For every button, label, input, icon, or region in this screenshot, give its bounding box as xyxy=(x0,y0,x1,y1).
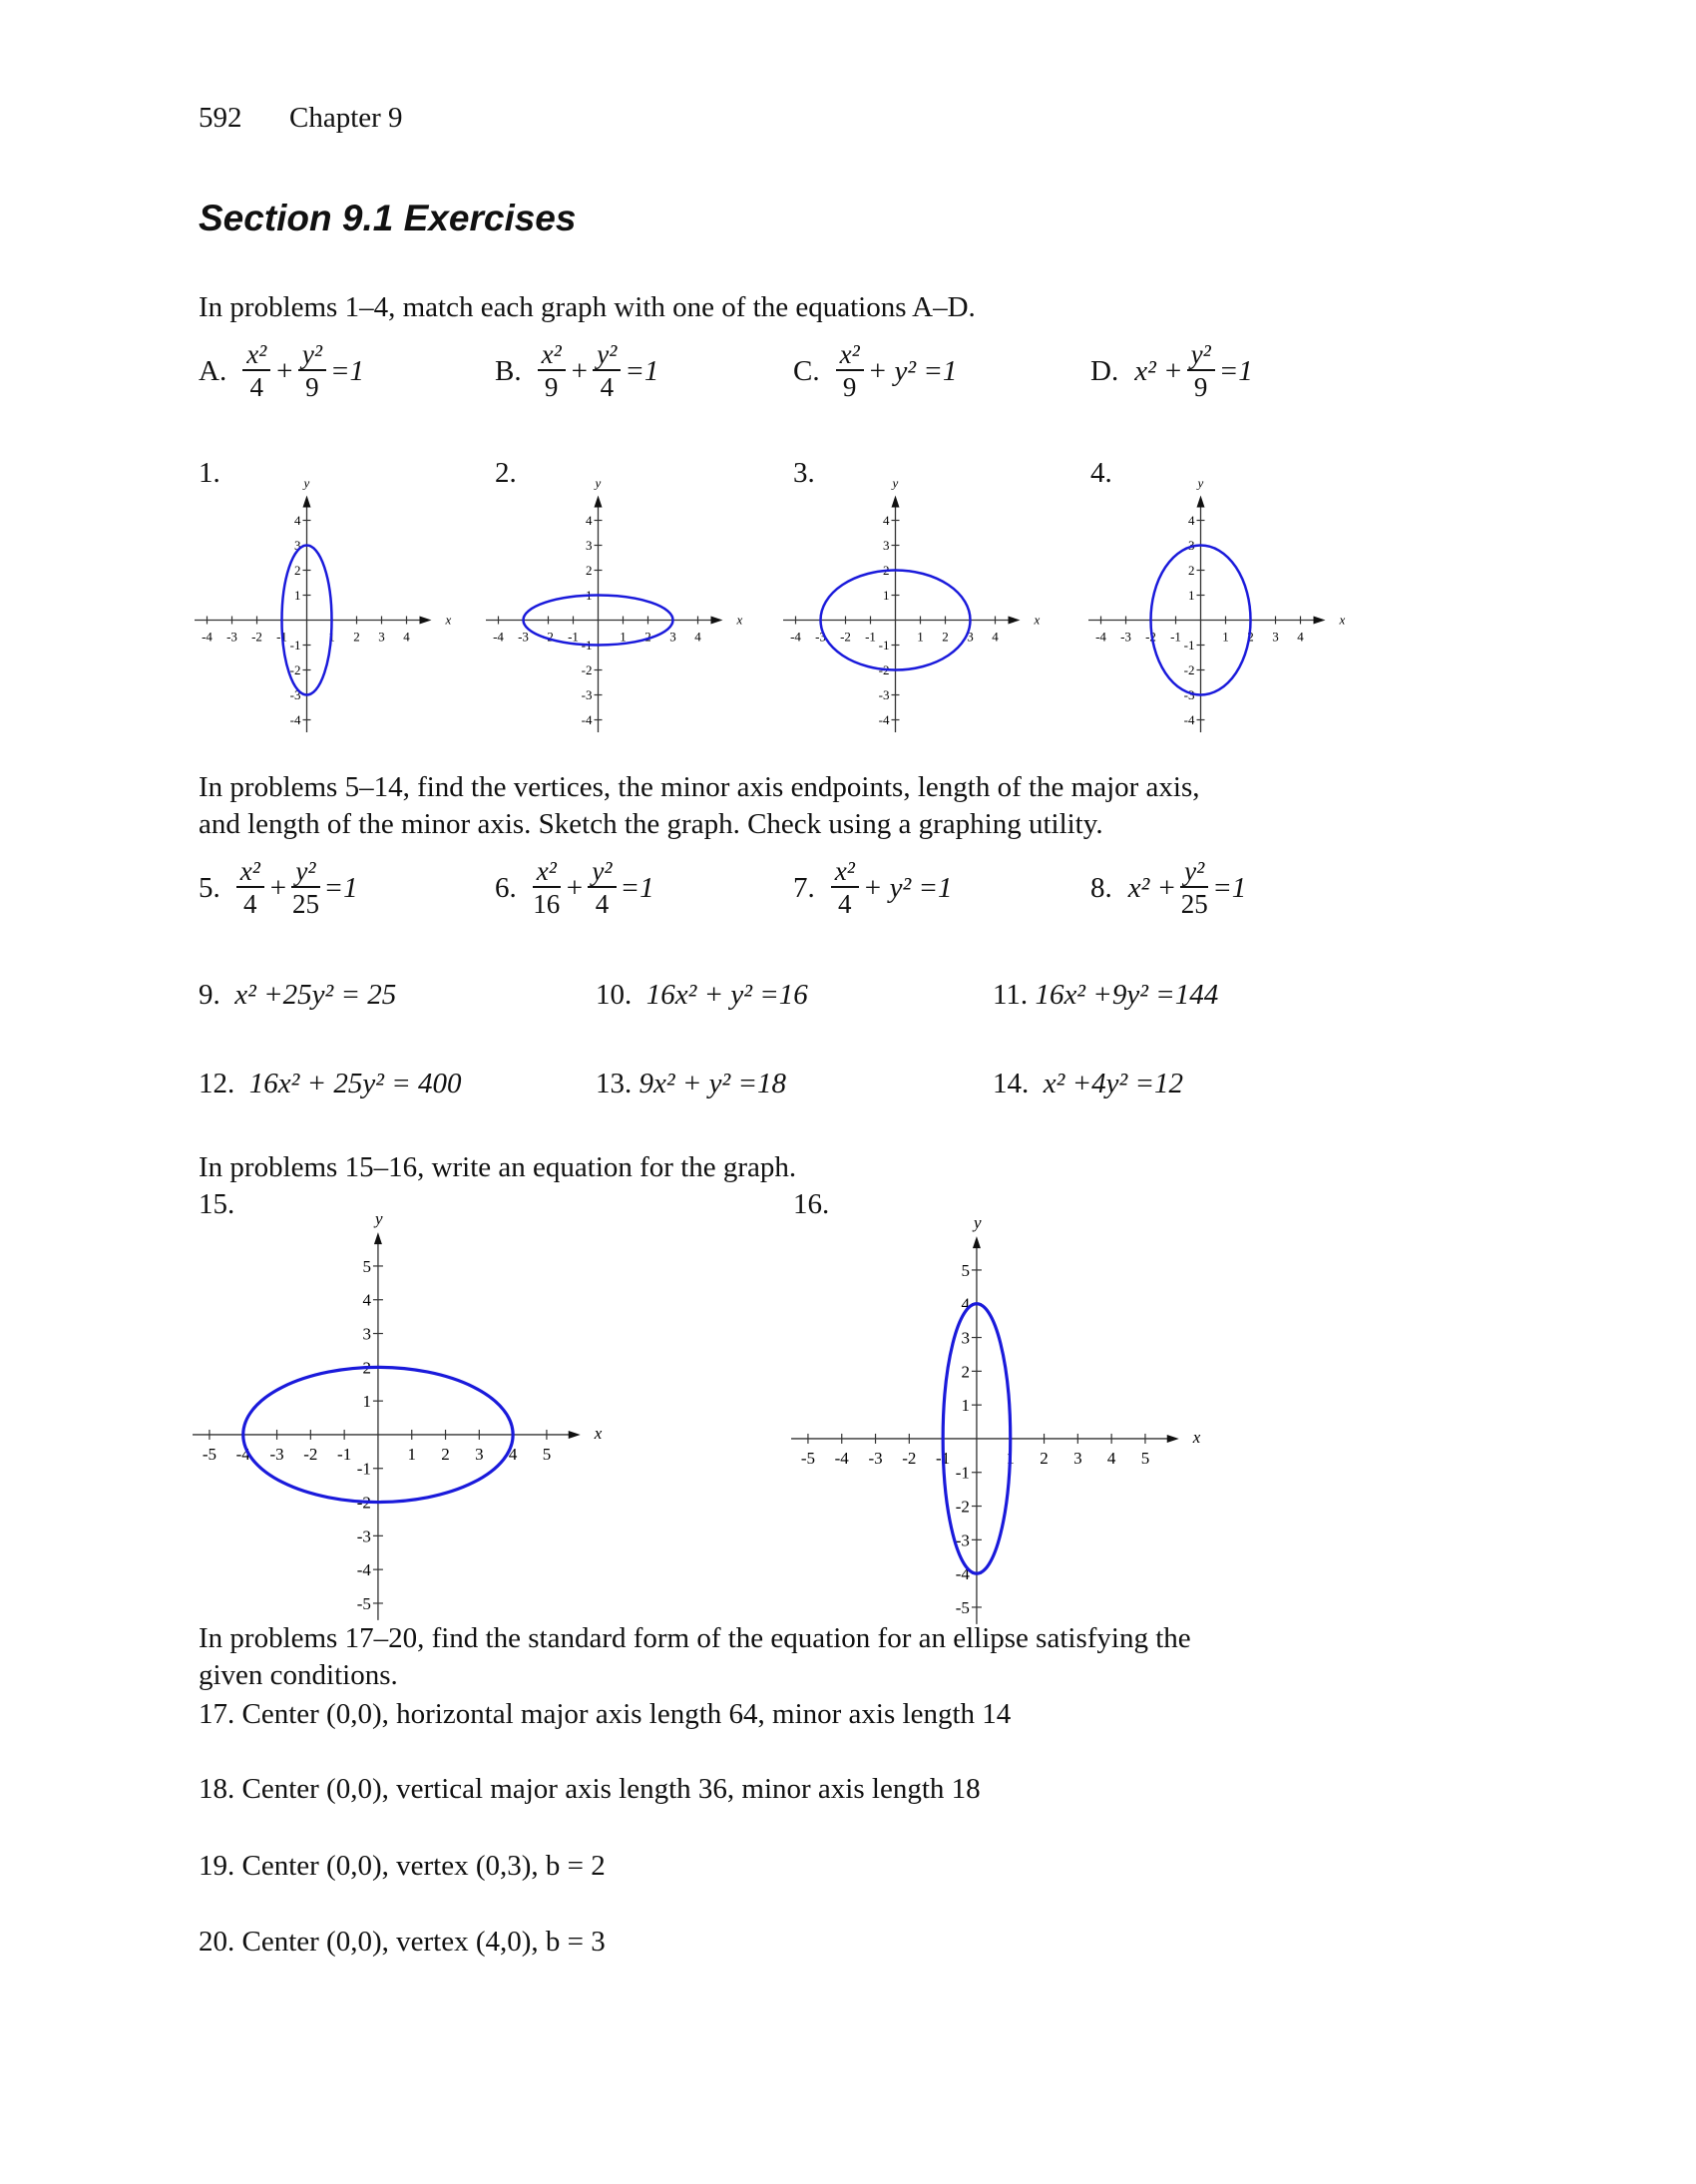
x-tick-label: -4 xyxy=(789,629,801,644)
equation-3 xyxy=(1090,331,1255,411)
x-axis-label: x xyxy=(445,612,451,627)
x-tick-label: -4 xyxy=(201,629,212,644)
equation-0 xyxy=(199,331,366,411)
y-tick-label: 5 xyxy=(362,1256,371,1276)
y-tick-label: -4 xyxy=(878,711,889,727)
y-tick-label: 2 xyxy=(882,562,889,578)
graph-label-2: 2. xyxy=(495,457,517,489)
problem-19: 19. Center (0,0), vertex (0,3), b = 2 xyxy=(199,1850,606,1882)
y-tick-label: -3 xyxy=(289,686,300,702)
y-tick-label: 5 xyxy=(961,1260,970,1280)
numerator: y² xyxy=(1180,856,1208,888)
x-tick-label: 4 xyxy=(991,629,999,644)
y-tick-label: -2 xyxy=(878,661,889,677)
x-tick-label: -2 xyxy=(1144,629,1156,644)
x-axis-arrow-icon xyxy=(419,616,431,624)
denominator: 16 xyxy=(533,889,561,919)
y-tick-label: 1 xyxy=(961,1396,970,1416)
y-tick-label: -2 xyxy=(1183,661,1194,677)
y-tick-label: -2 xyxy=(289,661,300,677)
y-tick-label: 1 xyxy=(882,587,889,603)
y-tick-label: -3 xyxy=(878,686,889,702)
problem-10 xyxy=(596,977,808,1013)
problem-equation: x² +4y² =12 xyxy=(1043,1068,1184,1099)
problem-13 xyxy=(596,1066,786,1101)
equation-term: x² + xyxy=(1127,871,1177,904)
y-axis-label: y xyxy=(595,475,601,490)
y-tick-label: -2 xyxy=(356,1493,371,1513)
equation-label: 5. xyxy=(199,871,220,904)
x-tick-label: -2 xyxy=(902,1448,917,1468)
problem-equation: 9x² + y² =18 xyxy=(638,1068,787,1099)
equation-term: + xyxy=(564,871,585,904)
fraction xyxy=(298,339,326,403)
denominator: 25 xyxy=(1180,889,1208,919)
numerator: y² xyxy=(588,856,616,888)
equation-term: + xyxy=(569,354,590,387)
equation-1 xyxy=(495,331,660,411)
y-axis-arrow-icon xyxy=(973,1236,981,1248)
y-tick-label: -4 xyxy=(356,1560,371,1580)
fraction xyxy=(538,339,566,403)
y-tick-label: 4 xyxy=(882,512,889,528)
y-tick-label: 4 xyxy=(293,512,300,528)
problem-20: 20. Center (0,0), vertex (4,0), b = 3 xyxy=(199,1926,606,1958)
equation-term: =1 xyxy=(620,871,654,904)
x-tick-label: 3 xyxy=(668,629,676,644)
y-tick-label: -5 xyxy=(356,1593,371,1613)
x-axis-label: x xyxy=(1192,1427,1201,1447)
y-tick-label: -4 xyxy=(289,711,300,727)
y-axis-label: y xyxy=(892,475,898,490)
numerator: y² xyxy=(298,339,326,371)
x-tick-label: -5 xyxy=(202,1444,217,1464)
problem-9 xyxy=(199,977,396,1013)
y-tick-label: 3 xyxy=(961,1328,970,1348)
numerator: x² xyxy=(533,856,561,888)
graph-label-3: 3. xyxy=(793,457,815,489)
x-tick-label: -3 xyxy=(868,1448,883,1468)
x-axis-label: x xyxy=(1339,612,1345,627)
x-tick-label: 3 xyxy=(377,629,385,644)
fraction xyxy=(1180,856,1208,920)
instructions-5-14-line1: In problems 5–14, find the vertices, the minor axis endpoints, length of the major axis, xyxy=(199,771,1200,803)
equation-term: =1 xyxy=(323,871,358,904)
y-tick-label: -1 xyxy=(1183,637,1194,653)
x-tick-label: -1 xyxy=(337,1444,352,1464)
x-tick-label: -1 xyxy=(864,629,876,644)
y-axis-label: y xyxy=(973,1213,982,1233)
ellipse-graph-15 xyxy=(146,1202,611,1667)
y-tick-label: 4 xyxy=(1187,512,1194,528)
y-tick-label: -4 xyxy=(1183,711,1194,727)
fraction xyxy=(236,856,264,920)
equation-term: x² + xyxy=(1134,354,1183,387)
equation-label: D. xyxy=(1090,354,1119,387)
y-tick-label: 3 xyxy=(293,537,300,553)
equation-term: + xyxy=(274,354,294,387)
x-tick-label: -1 xyxy=(275,629,287,644)
x-tick-label: -3 xyxy=(517,629,529,644)
x-tick-label: 1 xyxy=(916,629,924,644)
denominator: 9 xyxy=(544,372,559,402)
y-tick-label: -1 xyxy=(356,1459,371,1479)
fraction xyxy=(533,856,561,920)
graph-label-15: 15. xyxy=(199,1188,235,1220)
y-tick-label: -1 xyxy=(289,637,300,653)
x-tick-label: 3 xyxy=(966,629,974,644)
graph-label-1: 1. xyxy=(199,457,220,489)
x-tick-label: -4 xyxy=(1094,629,1106,644)
x-tick-label: -4 xyxy=(834,1448,849,1468)
problem-2 xyxy=(793,848,955,928)
y-tick-label: 4 xyxy=(362,1290,371,1310)
x-tick-label: -3 xyxy=(225,629,237,644)
y-tick-label: -3 xyxy=(356,1527,371,1546)
problem-14 xyxy=(993,1066,1183,1101)
y-axis-arrow-icon xyxy=(891,495,899,507)
x-tick-label: 5 xyxy=(542,1444,552,1464)
numerator: x² xyxy=(242,339,270,371)
y-tick-label: -1 xyxy=(955,1463,970,1483)
instructions-5-14-line2: and length of the minor axis. Sketch the graph. Check using a graphing utility. xyxy=(199,808,1103,840)
y-tick-label: 3 xyxy=(882,537,889,553)
y-tick-label: 2 xyxy=(1187,562,1194,578)
y-tick-label: -2 xyxy=(955,1497,970,1517)
equation-term: =1 xyxy=(329,354,365,387)
x-tick-label: 2 xyxy=(941,629,949,644)
x-axis-label: x xyxy=(594,1423,603,1443)
problem-0 xyxy=(199,848,360,928)
y-tick-label: 1 xyxy=(585,587,592,603)
problem-number: 14. xyxy=(993,1068,1030,1099)
numerator: x² xyxy=(538,339,566,371)
y-axis-arrow-icon xyxy=(374,1232,382,1244)
y-tick-label: -3 xyxy=(581,686,592,702)
fraction xyxy=(242,339,270,403)
x-tick-label: -2 xyxy=(542,629,554,644)
instructions-17-20-line2: given conditions. xyxy=(199,1659,398,1691)
ellipse-graph-1 xyxy=(155,468,459,772)
fraction xyxy=(836,339,864,403)
x-tick-label: 3 xyxy=(475,1444,484,1464)
equation-term: =1 xyxy=(1218,354,1253,387)
denominator: 4 xyxy=(838,889,852,919)
numerator: x² xyxy=(836,339,864,371)
x-tick-label: 4 xyxy=(1106,1448,1116,1468)
y-tick-label: -3 xyxy=(1183,686,1194,702)
instructions-15-16: In problems 15–16, write an equation for the graph. xyxy=(199,1151,797,1183)
y-axis-label: y xyxy=(303,475,309,490)
graph-label-4: 4. xyxy=(1090,457,1112,489)
numerator: x² xyxy=(236,856,264,888)
x-tick-label: 2 xyxy=(1246,629,1254,644)
y-tick-label: 2 xyxy=(585,562,592,578)
denominator: 9 xyxy=(305,372,319,402)
y-axis-label: y xyxy=(374,1209,383,1229)
x-tick-label: -3 xyxy=(269,1444,284,1464)
y-tick-label: -5 xyxy=(955,1597,970,1617)
problem-equation: 16x² + y² =16 xyxy=(645,979,808,1011)
x-axis-arrow-icon xyxy=(710,616,722,624)
equation-label: C. xyxy=(793,354,820,387)
x-tick-label: -5 xyxy=(800,1448,816,1468)
equation-label: 8. xyxy=(1090,871,1112,904)
equation-2 xyxy=(793,331,959,411)
x-tick-label: 2 xyxy=(1040,1448,1049,1468)
x-tick-label: 3 xyxy=(1271,629,1279,644)
denominator: 4 xyxy=(249,372,263,402)
y-tick-label: -1 xyxy=(878,637,889,653)
x-tick-label: 1 xyxy=(407,1444,417,1464)
equation-term: + xyxy=(267,871,288,904)
equation-term: + y² =1 xyxy=(862,871,953,904)
problem-number: 11. xyxy=(993,979,1029,1011)
problem-17: 17. Center (0,0), horizontal major axis length 64, minor axis length 14 xyxy=(199,1698,1012,1730)
equation-term: + y² =1 xyxy=(867,354,958,387)
problem-3 xyxy=(1090,848,1248,928)
x-axis-arrow-icon xyxy=(1167,1435,1179,1443)
problem-number: 10. xyxy=(596,979,633,1011)
instructions-17-20-line1: In problems 17–20, find the standard form of the equation for an ellipse satisfying the xyxy=(199,1622,1191,1654)
ellipse-graph-2 xyxy=(446,468,750,772)
equation-label: A. xyxy=(199,354,227,387)
x-tick-label: -2 xyxy=(250,629,262,644)
y-tick-label: 1 xyxy=(362,1392,371,1412)
fraction xyxy=(1187,339,1215,403)
equation-label: 6. xyxy=(495,871,517,904)
denominator: 4 xyxy=(595,889,610,919)
denominator: 4 xyxy=(243,889,257,919)
y-axis-arrow-icon xyxy=(302,495,310,507)
x-axis-label: x xyxy=(736,612,742,627)
equation-label: B. xyxy=(495,354,522,387)
problem-1 xyxy=(495,848,656,928)
x-tick-label: 4 xyxy=(1296,629,1304,644)
y-tick-label: -1 xyxy=(581,637,592,653)
equation-label: 7. xyxy=(793,871,815,904)
y-tick-label: 4 xyxy=(961,1294,970,1314)
problem-18: 18. Center (0,0), vertical major axis length 36, minor axis length 18 xyxy=(199,1773,981,1805)
problem-12 xyxy=(199,1066,462,1101)
x-tick-label: 1 xyxy=(1006,1448,1016,1468)
x-tick-label: -3 xyxy=(1119,629,1131,644)
y-axis-arrow-icon xyxy=(1196,495,1204,507)
x-tick-label: 1 xyxy=(619,629,627,644)
y-tick-label: -4 xyxy=(955,1564,970,1584)
x-tick-label: 4 xyxy=(693,629,701,644)
fraction xyxy=(593,339,621,403)
ellipse-graph-3 xyxy=(743,468,1048,772)
x-axis-label: x xyxy=(1034,612,1040,627)
x-tick-label: 2 xyxy=(441,1444,450,1464)
y-tick-label: 2 xyxy=(961,1362,970,1382)
denominator: 9 xyxy=(842,372,857,402)
fraction xyxy=(291,856,319,920)
problem-number: 9. xyxy=(199,979,220,1011)
section-title: Section 9.1 Exercises xyxy=(199,198,577,238)
problem-number: 13. xyxy=(596,1068,633,1099)
numerator: y² xyxy=(291,856,319,888)
x-tick-label: -1 xyxy=(1169,629,1181,644)
fraction xyxy=(588,856,616,920)
denominator: 4 xyxy=(600,372,615,402)
y-tick-label: 3 xyxy=(362,1324,371,1344)
numerator: x² xyxy=(831,856,859,888)
x-tick-label: 3 xyxy=(1073,1448,1082,1468)
problem-equation: x² +25y² = 25 xyxy=(234,979,397,1011)
problem-equation: 16x² +9y² =144 xyxy=(1035,979,1219,1011)
x-tick-label: -3 xyxy=(814,629,826,644)
graph-label-16: 16. xyxy=(793,1188,830,1220)
y-tick-label: 1 xyxy=(1187,587,1194,603)
x-tick-label: 5 xyxy=(1140,1448,1150,1468)
y-tick-label: 4 xyxy=(585,512,592,528)
y-tick-label: -4 xyxy=(581,711,592,727)
x-tick-label: 2 xyxy=(643,629,651,644)
x-axis-arrow-icon xyxy=(569,1431,581,1439)
x-axis-arrow-icon xyxy=(1313,616,1325,624)
y-tick-label: 2 xyxy=(293,562,300,578)
x-tick-label: -2 xyxy=(303,1444,318,1464)
instructions-1-4: In problems 1–4, match each graph with one of the equations A–D. xyxy=(199,291,976,323)
problem-equation: 16x² + 25y² = 400 xyxy=(248,1068,462,1099)
x-tick-label: 1 xyxy=(327,629,335,644)
x-tick-label: -4 xyxy=(492,629,504,644)
denominator: 9 xyxy=(1193,372,1208,402)
x-tick-label: -4 xyxy=(235,1444,250,1464)
problem-number: 12. xyxy=(199,1068,235,1099)
y-tick-label: -2 xyxy=(581,661,592,677)
x-tick-label: -1 xyxy=(567,629,579,644)
chapter-label: Chapter 9 xyxy=(289,102,403,134)
numerator: y² xyxy=(593,339,621,371)
y-axis-arrow-icon xyxy=(594,495,602,507)
page-number: 592 xyxy=(199,102,242,134)
numerator: y² xyxy=(1187,339,1215,371)
x-tick-label: -1 xyxy=(936,1448,951,1468)
ellipse-graph-4 xyxy=(1049,468,1353,772)
y-tick-label: 2 xyxy=(362,1358,371,1378)
equation-term: =1 xyxy=(1212,871,1247,904)
x-tick-label: 2 xyxy=(352,629,360,644)
y-tick-label: 3 xyxy=(585,537,592,553)
x-tick-label: 4 xyxy=(402,629,410,644)
x-tick-label: -2 xyxy=(839,629,851,644)
fraction xyxy=(831,856,859,920)
y-axis-label: y xyxy=(1197,475,1203,490)
denominator: 25 xyxy=(291,889,319,919)
y-tick-label: 3 xyxy=(1187,537,1194,553)
y-tick-label: 1 xyxy=(293,587,300,603)
equation-term: =1 xyxy=(625,354,659,387)
ellipse-graph-16 xyxy=(744,1206,1209,1671)
x-tick-label: 1 xyxy=(1221,629,1229,644)
x-axis-arrow-icon xyxy=(1008,616,1020,624)
problem-11 xyxy=(993,977,1218,1013)
y-tick-label: -3 xyxy=(955,1530,970,1550)
x-tick-label: 4 xyxy=(508,1444,518,1464)
